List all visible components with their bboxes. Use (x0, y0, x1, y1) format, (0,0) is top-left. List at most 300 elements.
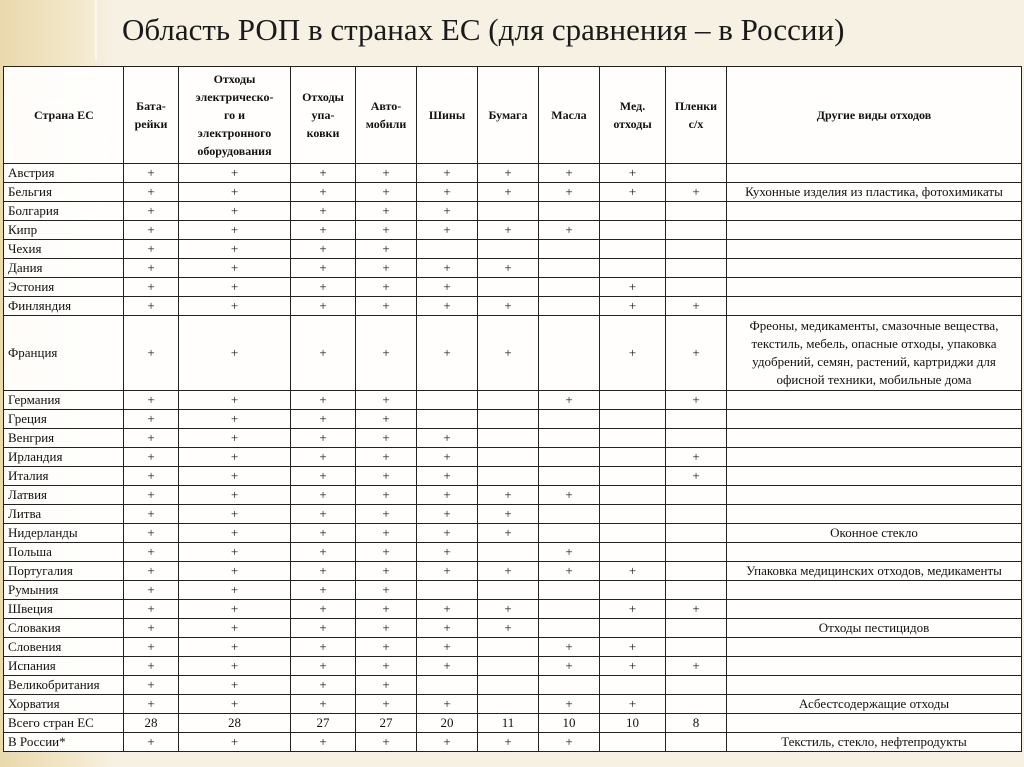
country-cell: Латвия (4, 486, 124, 505)
mark-cell: + (179, 562, 291, 581)
mark-cell: + (417, 619, 478, 638)
mark-cell (666, 240, 727, 259)
mark-cell: + (417, 259, 478, 278)
mark-cell: + (291, 581, 356, 600)
mark-cell (539, 524, 600, 543)
mark-cell (478, 581, 539, 600)
mark-cell (600, 581, 666, 600)
mark-cell: + (124, 164, 179, 183)
mark-cell: + (478, 562, 539, 581)
column-header: Авто- мобили (356, 67, 417, 164)
mark-cell (600, 240, 666, 259)
mark-cell: + (291, 467, 356, 486)
mark-cell (539, 581, 600, 600)
mark-cell: + (179, 657, 291, 676)
mark-cell: + (666, 316, 727, 391)
column-header: Шины (417, 67, 478, 164)
other-waste-cell (727, 714, 1022, 733)
mark-cell: + (124, 448, 179, 467)
mark-cell: + (124, 316, 179, 391)
mark-cell: + (291, 429, 356, 448)
other-waste-cell (727, 467, 1022, 486)
country-cell: Франция (4, 316, 124, 391)
mark-cell (666, 164, 727, 183)
mark-cell (600, 733, 666, 752)
mark-cell: + (124, 676, 179, 695)
mark-cell: + (356, 638, 417, 657)
mark-cell: + (291, 316, 356, 391)
other-waste-cell: Отходы пестицидов (727, 619, 1022, 638)
country-cell: Италия (4, 467, 124, 486)
mark-cell (600, 221, 666, 240)
other-waste-cell: Кухонные изделия из пластика, фотохимикаты (727, 183, 1022, 202)
mark-cell (478, 429, 539, 448)
mark-cell: + (124, 391, 179, 410)
mark-cell (600, 619, 666, 638)
table-row (4, 486, 1022, 505)
mark-cell (539, 467, 600, 486)
mark-cell: + (179, 505, 291, 524)
mark-cell: + (124, 410, 179, 429)
mark-cell: 11 (478, 714, 539, 733)
mark-cell: + (356, 676, 417, 695)
mark-cell: + (666, 657, 727, 676)
mark-cell: + (179, 638, 291, 657)
mark-cell: + (179, 581, 291, 600)
mark-cell: + (356, 278, 417, 297)
mark-cell: + (666, 448, 727, 467)
mark-cell: + (539, 638, 600, 657)
mark-cell: 10 (539, 714, 600, 733)
mark-cell: + (179, 543, 291, 562)
mark-cell (666, 259, 727, 278)
mark-cell: + (417, 657, 478, 676)
mark-cell: + (356, 240, 417, 259)
other-waste-cell (727, 164, 1022, 183)
mark-cell (666, 733, 727, 752)
country-cell: Бельгия (4, 183, 124, 202)
mark-cell (600, 202, 666, 221)
mark-cell: + (356, 581, 417, 600)
table-row (4, 638, 1022, 657)
mark-cell: + (356, 410, 417, 429)
table-row (4, 183, 1022, 202)
mark-cell (600, 448, 666, 467)
mark-cell: + (356, 505, 417, 524)
other-waste-cell (727, 259, 1022, 278)
mark-cell: + (478, 221, 539, 240)
country-cell: Финляндия (4, 297, 124, 316)
mark-cell: + (124, 657, 179, 676)
mark-cell: + (539, 657, 600, 676)
other-waste-cell (727, 543, 1022, 562)
table-row (4, 410, 1022, 429)
table-row (4, 429, 1022, 448)
mark-cell (600, 410, 666, 429)
country-cell: Германия (4, 391, 124, 410)
slide-title: Область РОП в странах ЕС (для сравнения – в России) (122, 12, 845, 47)
mark-cell: + (600, 695, 666, 714)
mark-cell: + (356, 562, 417, 581)
mark-cell: + (600, 297, 666, 316)
mark-cell: + (356, 448, 417, 467)
mark-cell (478, 240, 539, 259)
table-row (4, 240, 1022, 259)
country-cell: Венгрия (4, 429, 124, 448)
table-row (4, 467, 1022, 486)
mark-cell: 28 (124, 714, 179, 733)
mark-cell (666, 638, 727, 657)
mark-cell (666, 562, 727, 581)
mark-cell: + (291, 221, 356, 240)
mark-cell: + (478, 259, 539, 278)
mark-cell: + (291, 505, 356, 524)
mark-cell (417, 391, 478, 410)
mark-cell: + (417, 164, 478, 183)
mark-cell: + (356, 297, 417, 316)
mark-cell: + (124, 524, 179, 543)
mark-cell: + (417, 467, 478, 486)
mark-cell: + (179, 278, 291, 297)
mark-cell: + (291, 600, 356, 619)
mark-cell: + (124, 486, 179, 505)
mark-cell (478, 278, 539, 297)
mark-cell: + (124, 278, 179, 297)
mark-cell: + (291, 638, 356, 657)
mark-cell (666, 524, 727, 543)
mark-cell (417, 410, 478, 429)
mark-cell: + (478, 183, 539, 202)
mark-cell: + (356, 695, 417, 714)
mark-cell (600, 505, 666, 524)
table-row (4, 164, 1022, 183)
mark-cell: + (539, 562, 600, 581)
mark-cell: + (356, 221, 417, 240)
country-cell: Швеция (4, 600, 124, 619)
country-cell: Словения (4, 638, 124, 657)
mark-cell: + (291, 543, 356, 562)
mark-cell (539, 240, 600, 259)
mark-cell: + (291, 164, 356, 183)
mark-cell: + (539, 183, 600, 202)
mark-cell: + (291, 733, 356, 752)
mark-cell: + (291, 183, 356, 202)
table-row (4, 221, 1022, 240)
country-cell: Румыния (4, 581, 124, 600)
mark-cell: + (666, 183, 727, 202)
epr-table (3, 66, 1022, 752)
mark-cell (478, 410, 539, 429)
mark-cell: + (124, 581, 179, 600)
other-waste-cell: Упаковка медицинских отходов, медикаменты (727, 562, 1022, 581)
other-waste-cell (727, 240, 1022, 259)
mark-cell: + (478, 619, 539, 638)
mark-cell: + (124, 543, 179, 562)
mark-cell: + (356, 524, 417, 543)
mark-cell: + (356, 202, 417, 221)
mark-cell: + (124, 297, 179, 316)
mark-cell (478, 695, 539, 714)
mark-cell: + (478, 600, 539, 619)
mark-cell: + (417, 600, 478, 619)
mark-cell: + (666, 391, 727, 410)
mark-cell: + (478, 297, 539, 316)
mark-cell: + (356, 657, 417, 676)
mark-cell (600, 543, 666, 562)
mark-cell: + (179, 733, 291, 752)
mark-cell: + (124, 619, 179, 638)
mark-cell: + (539, 164, 600, 183)
mark-cell: + (417, 448, 478, 467)
mark-cell: + (478, 486, 539, 505)
mark-cell (539, 259, 600, 278)
mark-cell: + (179, 202, 291, 221)
mark-cell (666, 619, 727, 638)
mark-cell: + (539, 391, 600, 410)
mark-cell: + (124, 638, 179, 657)
mark-cell: + (478, 733, 539, 752)
table-row (4, 543, 1022, 562)
mark-cell: + (291, 297, 356, 316)
mark-cell: + (291, 676, 356, 695)
mark-cell: + (124, 240, 179, 259)
other-waste-cell (727, 278, 1022, 297)
other-waste-cell (727, 448, 1022, 467)
column-header: Бата- рейки (124, 67, 179, 164)
mark-cell: + (600, 638, 666, 657)
table-row (4, 202, 1022, 221)
mark-cell: + (179, 467, 291, 486)
mark-cell (600, 486, 666, 505)
mark-cell: + (356, 733, 417, 752)
country-cell: Хорватия (4, 695, 124, 714)
mark-cell: + (356, 259, 417, 278)
mark-cell: + (417, 202, 478, 221)
mark-cell: + (539, 733, 600, 752)
mark-cell: + (291, 259, 356, 278)
mark-cell: + (179, 259, 291, 278)
column-header: Бумага (478, 67, 539, 164)
mark-cell (478, 467, 539, 486)
mark-cell (478, 391, 539, 410)
mark-cell: + (666, 600, 727, 619)
mark-cell (478, 676, 539, 695)
mark-cell: + (291, 202, 356, 221)
mark-cell: + (179, 676, 291, 695)
country-cell: Великобритания (4, 676, 124, 695)
mark-cell: + (417, 183, 478, 202)
mark-cell: + (291, 695, 356, 714)
mark-cell (600, 676, 666, 695)
mark-cell: + (417, 486, 478, 505)
mark-cell: + (600, 657, 666, 676)
column-header: Пленки с/х (666, 67, 727, 164)
other-waste-cell (727, 429, 1022, 448)
mark-cell (417, 240, 478, 259)
other-waste-cell: Асбестсодержащие отходы (727, 695, 1022, 714)
mark-cell: + (179, 240, 291, 259)
mark-cell: + (179, 448, 291, 467)
mark-cell: + (356, 543, 417, 562)
mark-cell: 8 (666, 714, 727, 733)
country-cell: Дания (4, 259, 124, 278)
table-row (4, 316, 1022, 391)
mark-cell: + (417, 316, 478, 391)
mark-cell: 10 (600, 714, 666, 733)
mark-cell: + (356, 316, 417, 391)
mark-cell (600, 391, 666, 410)
other-waste-cell (727, 676, 1022, 695)
country-cell: Ирландия (4, 448, 124, 467)
mark-cell: + (417, 638, 478, 657)
column-header: Страна ЕС (4, 67, 124, 164)
mark-cell (417, 581, 478, 600)
mark-cell: + (124, 259, 179, 278)
country-cell: Болгария (4, 202, 124, 221)
country-cell: Португалия (4, 562, 124, 581)
mark-cell (666, 278, 727, 297)
mark-cell (666, 429, 727, 448)
mark-cell: + (291, 278, 356, 297)
mark-cell: + (600, 316, 666, 391)
other-waste-cell (727, 657, 1022, 676)
country-cell: Словакия (4, 619, 124, 638)
mark-cell: + (291, 391, 356, 410)
mark-cell: 28 (179, 714, 291, 733)
mark-cell (539, 410, 600, 429)
mark-cell (600, 524, 666, 543)
mark-cell: + (291, 240, 356, 259)
mark-cell: + (179, 316, 291, 391)
mark-cell: + (124, 429, 179, 448)
mark-cell: + (124, 221, 179, 240)
country-cell: Кипр (4, 221, 124, 240)
mark-cell (417, 676, 478, 695)
mark-cell: + (179, 486, 291, 505)
mark-cell: + (179, 297, 291, 316)
mark-cell (600, 259, 666, 278)
other-waste-cell: Оконное стекло (727, 524, 1022, 543)
mark-cell (478, 448, 539, 467)
country-cell: Нидерланды (4, 524, 124, 543)
table-row (4, 714, 1022, 733)
mark-cell: + (291, 562, 356, 581)
country-cell: Польша (4, 543, 124, 562)
table-row (4, 391, 1022, 410)
mark-cell: + (600, 164, 666, 183)
mark-cell: + (124, 562, 179, 581)
column-header: Отходы электрическо- го и электронного оборудования (179, 67, 291, 164)
column-header: Мед. отходы (600, 67, 666, 164)
mark-cell: + (179, 619, 291, 638)
mark-cell (600, 429, 666, 448)
mark-cell: + (666, 467, 727, 486)
table-row (4, 524, 1022, 543)
mark-cell (539, 278, 600, 297)
mark-cell: + (291, 410, 356, 429)
mark-cell: + (417, 733, 478, 752)
mark-cell (539, 505, 600, 524)
mark-cell: + (179, 221, 291, 240)
column-header: Другие виды отходов (727, 67, 1022, 164)
mark-cell: + (417, 221, 478, 240)
mark-cell: + (539, 543, 600, 562)
mark-cell: + (478, 316, 539, 391)
mark-cell: + (417, 543, 478, 562)
mark-cell: + (124, 733, 179, 752)
column-header: Масла (539, 67, 600, 164)
mark-cell: + (179, 410, 291, 429)
table-row (4, 676, 1022, 695)
table-row (4, 259, 1022, 278)
mark-cell (600, 467, 666, 486)
mark-cell: + (417, 505, 478, 524)
mark-cell: + (417, 524, 478, 543)
mark-cell (666, 221, 727, 240)
mark-cell (666, 486, 727, 505)
mark-cell (478, 543, 539, 562)
mark-cell: + (417, 429, 478, 448)
table-row (4, 562, 1022, 581)
header-row (4, 67, 1022, 164)
mark-cell: + (417, 695, 478, 714)
mark-cell (539, 429, 600, 448)
mark-cell (666, 581, 727, 600)
mark-cell (539, 448, 600, 467)
mark-cell: + (179, 429, 291, 448)
mark-cell: + (291, 524, 356, 543)
mark-cell (666, 410, 727, 429)
other-waste-cell (727, 600, 1022, 619)
mark-cell: + (179, 183, 291, 202)
mark-cell (666, 695, 727, 714)
other-waste-cell (727, 202, 1022, 221)
mark-cell: + (600, 600, 666, 619)
mark-cell: + (417, 562, 478, 581)
other-waste-cell (727, 638, 1022, 657)
table-row (4, 278, 1022, 297)
mark-cell: + (478, 505, 539, 524)
country-cell: Чехия (4, 240, 124, 259)
table-row (4, 733, 1022, 752)
mark-cell: 27 (291, 714, 356, 733)
mark-cell: + (666, 297, 727, 316)
mark-cell (539, 202, 600, 221)
mark-cell: + (356, 429, 417, 448)
mark-cell: + (478, 524, 539, 543)
mark-cell (666, 505, 727, 524)
mark-cell: + (179, 695, 291, 714)
table-body (4, 164, 1022, 752)
mark-cell (666, 202, 727, 221)
other-waste-cell (727, 410, 1022, 429)
other-waste-cell (727, 486, 1022, 505)
mark-cell: + (356, 183, 417, 202)
mark-cell (539, 619, 600, 638)
mark-cell: + (356, 619, 417, 638)
other-waste-cell (727, 391, 1022, 410)
mark-cell: + (478, 164, 539, 183)
other-waste-cell (727, 297, 1022, 316)
mark-cell: 20 (417, 714, 478, 733)
table-row (4, 581, 1022, 600)
mark-cell: + (291, 657, 356, 676)
country-cell: Испания (4, 657, 124, 676)
mark-cell: + (600, 183, 666, 202)
mark-cell: + (356, 600, 417, 619)
mark-cell: + (417, 278, 478, 297)
mark-cell: + (539, 486, 600, 505)
